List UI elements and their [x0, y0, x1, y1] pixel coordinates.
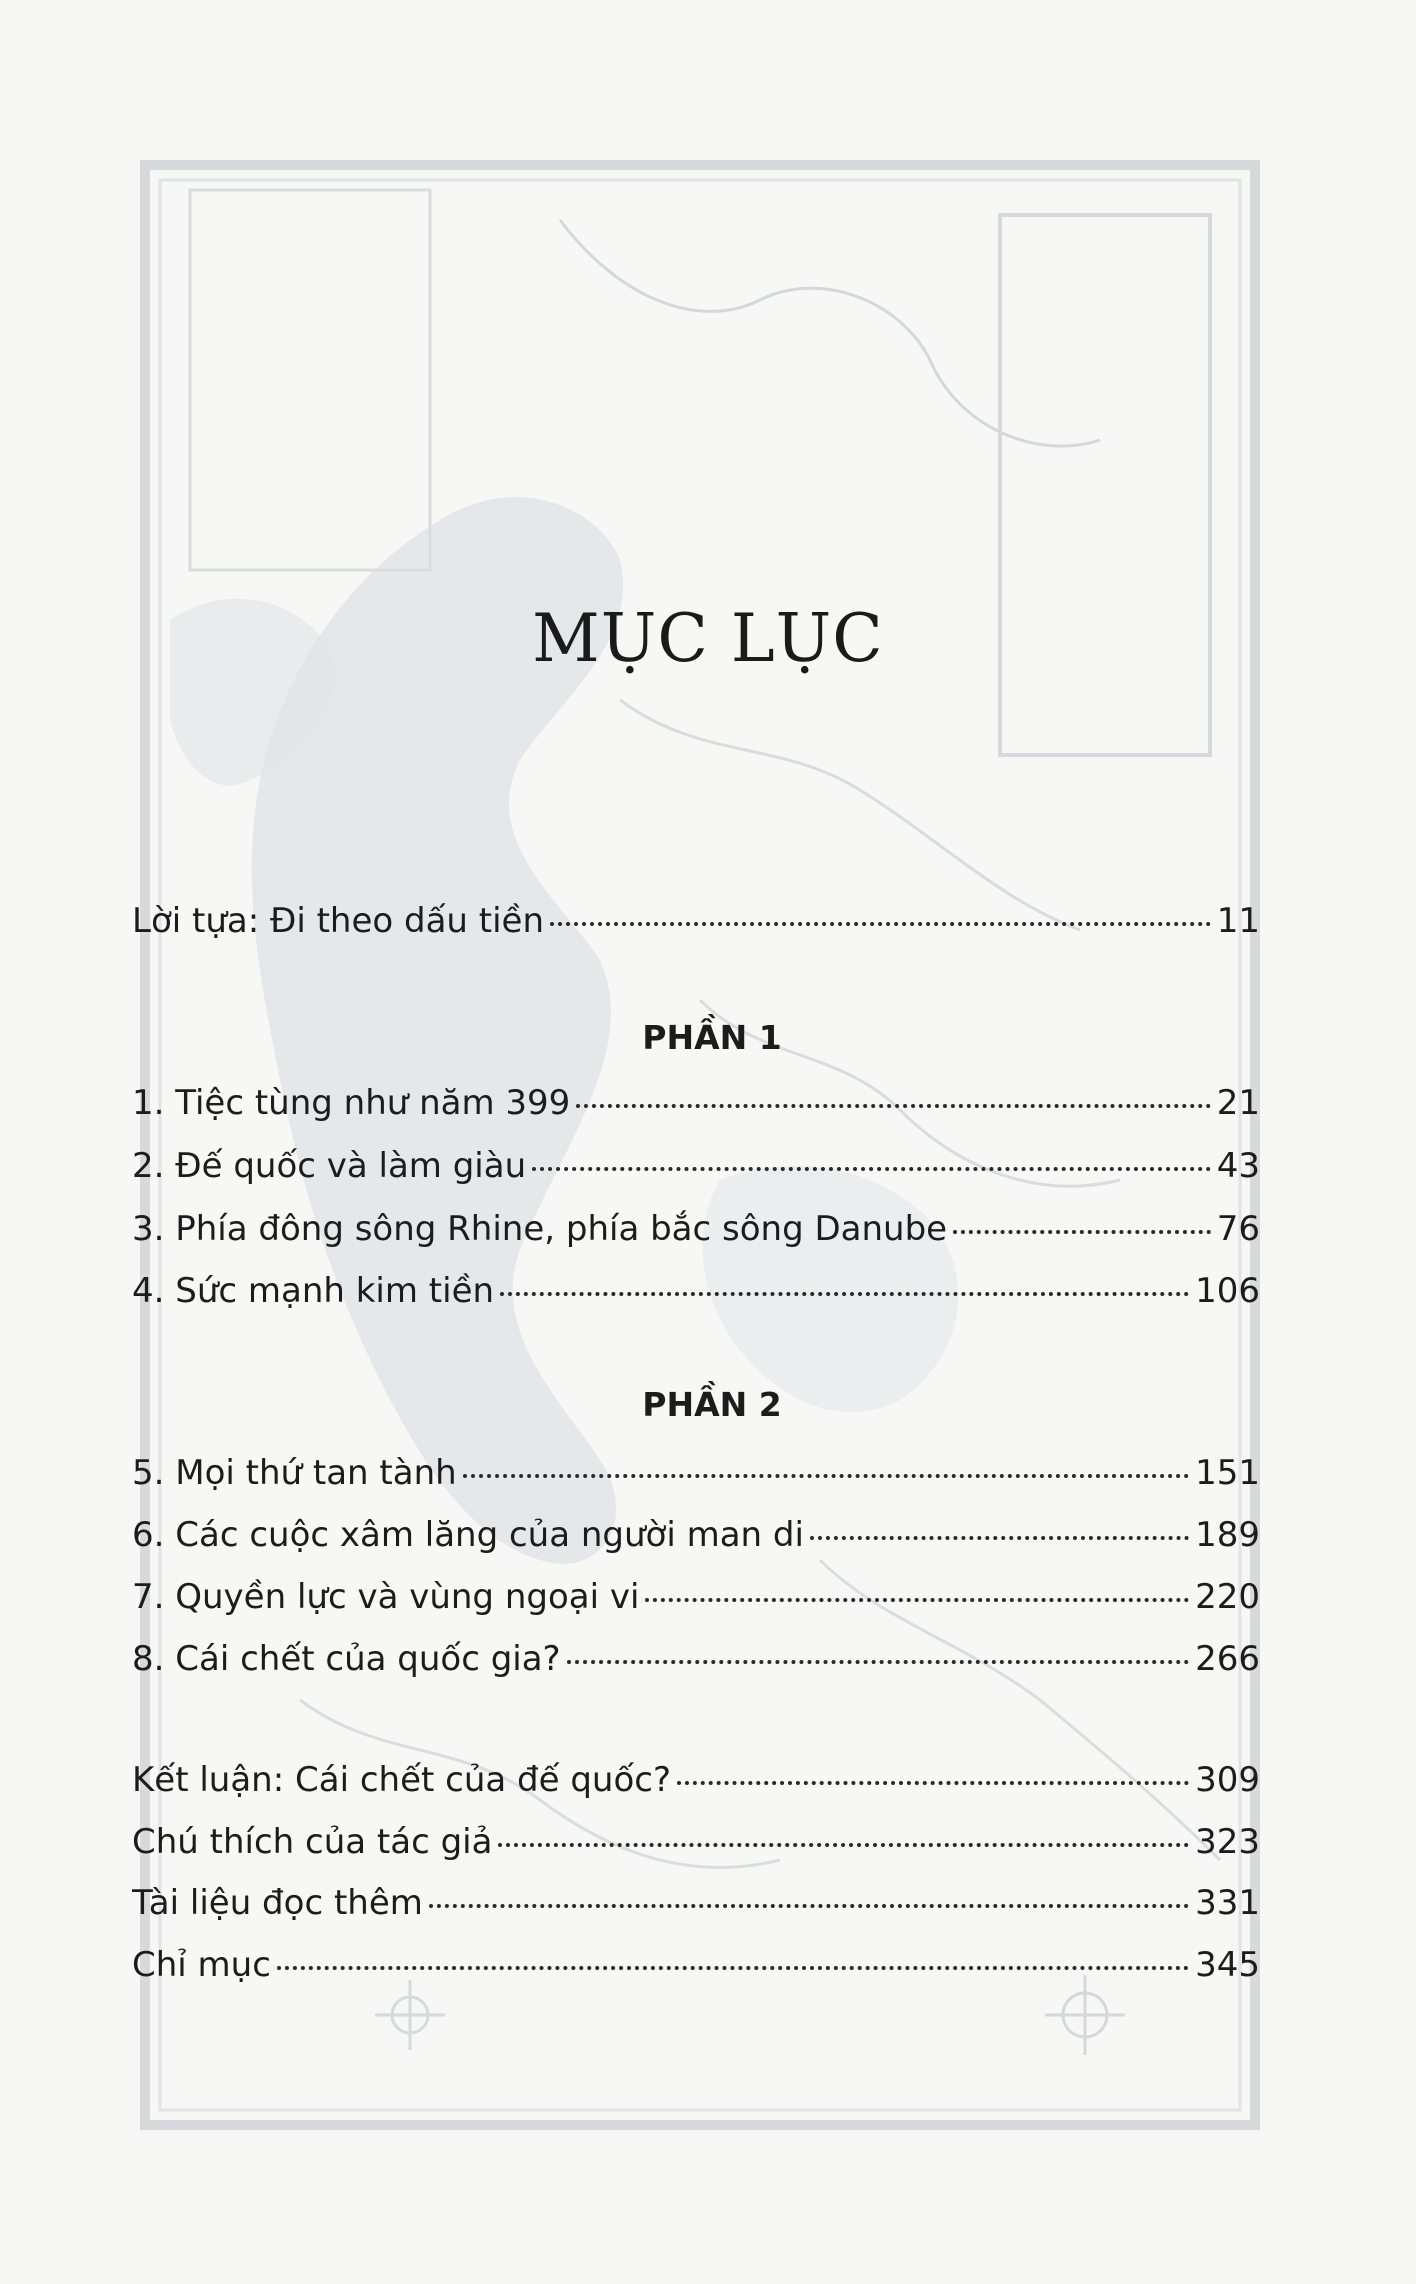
toc-entry-page: 21 — [1216, 1083, 1260, 1123]
dot-leader — [645, 1598, 1189, 1602]
dot-leader — [953, 1230, 1211, 1234]
toc-entry-label: Chỉ mục — [132, 1945, 271, 1985]
dot-leader — [677, 1781, 1189, 1785]
toc-entry-page: 106 — [1195, 1271, 1260, 1311]
part-heading-1: PHẦN 1 — [642, 1018, 782, 1057]
toc-entry-chapter-4[interactable] — [132, 1266, 1260, 1316]
toc-entry-label: 7. Quyền lực và vùng ngoại vi — [132, 1577, 640, 1617]
toc-entry-conclusion[interactable] — [132, 1755, 1260, 1805]
toc-entry-chapter-5[interactable] — [132, 1448, 1260, 1498]
toc-entry-chapter-6[interactable] — [132, 1510, 1260, 1560]
toc-entry-page: 11 — [1216, 901, 1260, 941]
toc-entry-chapter-7[interactable] — [132, 1572, 1260, 1622]
part-heading-2: PHẦN 2 — [642, 1385, 782, 1424]
toc-entry-notes[interactable] — [132, 1817, 1260, 1867]
toc-entry-page: 266 — [1195, 1639, 1260, 1679]
toc-entry-label: Chú thích của tác giả — [132, 1822, 493, 1862]
toc-entry-label: 1. Tiệc tùng như năm 399 — [132, 1083, 571, 1123]
toc-entry-page: 189 — [1195, 1515, 1260, 1555]
toc-entry-further-reading[interactable] — [132, 1878, 1260, 1928]
table-of-contents — [132, 0, 1260, 2284]
toc-entry-label: 4. Sức mạnh kim tiền — [132, 1271, 495, 1311]
dot-leader — [429, 1904, 1189, 1908]
toc-entry-index[interactable] — [132, 1940, 1260, 1990]
toc-entry-page: 323 — [1195, 1822, 1260, 1862]
toc-entry-label: 2. Đế quốc và làm giàu — [132, 1146, 527, 1186]
dot-leader — [498, 1843, 1189, 1847]
toc-entry-page: 331 — [1195, 1883, 1260, 1923]
toc-entry-page: 151 — [1195, 1453, 1260, 1493]
toc-entry-page: 43 — [1216, 1146, 1260, 1186]
toc-entry-label: Tài liệu đọc thêm — [132, 1883, 423, 1923]
toc-entry-chapter-3[interactable] — [132, 1204, 1260, 1254]
dot-leader — [550, 922, 1211, 926]
toc-entry-page: 220 — [1195, 1577, 1260, 1617]
toc-entry-label: 5. Mọi thứ tan tành — [132, 1453, 457, 1493]
toc-entry-chapter-1[interactable] — [132, 1078, 1260, 1128]
toc-entry-label: 6. Các cuộc xâm lăng của người man di — [132, 1515, 804, 1555]
dot-leader — [277, 1966, 1189, 1970]
dot-leader — [810, 1536, 1189, 1540]
toc-entry-label: 8. Cái chết của quốc gia? — [132, 1639, 561, 1679]
page-title: MỤC LỤC — [532, 600, 884, 677]
dot-leader — [532, 1167, 1211, 1171]
dot-leader — [567, 1660, 1189, 1664]
toc-entry-label: Lời tựa: Đi theo dấu tiền — [132, 901, 545, 941]
toc-entry-page: 76 — [1216, 1209, 1260, 1249]
dot-leader — [463, 1474, 1189, 1478]
toc-entry-chapter-2[interactable] — [132, 1141, 1260, 1191]
toc-entry-label: 3. Phía đông sông Rhine, phía bắc sông Danube — [132, 1209, 948, 1249]
toc-entry-preface[interactable] — [132, 896, 1260, 946]
toc-entry-page: 309 — [1195, 1760, 1260, 1800]
toc-entry-label: Kết luận: Cái chết của đế quốc? — [132, 1760, 671, 1800]
dot-leader — [576, 1104, 1210, 1108]
toc-entry-page: 345 — [1195, 1945, 1260, 1985]
dot-leader — [500, 1292, 1189, 1296]
toc-entry-chapter-8[interactable] — [132, 1634, 1260, 1684]
